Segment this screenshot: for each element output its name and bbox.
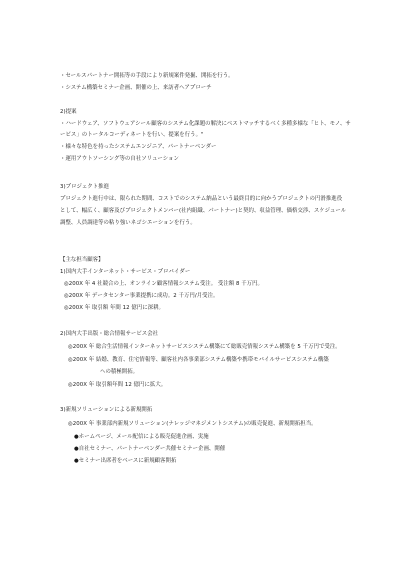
text-line: ◎200X 年 データセンター事業提携に成功。2 千万円/月受注。 xyxy=(64,293,219,299)
subsection-heading: 2)国内大手出版・総合情報サービス会社 xyxy=(60,331,159,337)
text-line: ・システム構築セミナー企画、開催の上、来訪者へアプローチ xyxy=(60,85,212,91)
text-line: ◎200X 年 取引額年間 12 億円に拡大。 xyxy=(68,382,167,388)
text-line: として、幅広く、顧客及びプロジェクトメンバー(社内組織、パートナー)と契約、収益管理、価格交渉、スケジュール xyxy=(60,208,347,214)
section-heading: 3)プロジェクト推進 xyxy=(60,184,110,190)
text-line: ◎200X 年 総合生活情報インターネットサービスシステム構築にて総販売情報システム構築を 5 千万円で受注。 xyxy=(68,344,341,350)
text-line: ・運用アウトソーシング等の自社ソリューション xyxy=(60,156,179,162)
subsection-heading: 1)国内大手インターネット・サービス・プロバイダー xyxy=(60,269,191,275)
text-line: ・セールスパートナー開拓等の手段により新規案件発掘、開拓を行う。 xyxy=(60,73,234,79)
text-line: ◎200X 年 結婚、教育、住宅情報等、顧客社内各事業部システム構築や携帯モバイルサービスシステム構築 xyxy=(68,357,329,363)
subsection-heading: 3)新規ソリューションによる新規開拓 xyxy=(60,407,153,413)
bullet-item: ●ホームページ、メール配信による販売促進企画、実施 xyxy=(74,434,209,440)
text-line: への積極開拓。 xyxy=(100,369,139,375)
text-line: ・ハードウェア、ソフトウェアシール顧客のシステム化課題の解決にベストマッチするべく多種多様な「ヒト、モノ、サ xyxy=(60,121,351,127)
text-line: 調整、人員調達等の粘り強いネゴシエーションを行う。 xyxy=(60,220,196,226)
text-line: ◎200X 年 取引額 年間 12 億円に深耕。 xyxy=(64,305,165,311)
text-line: ◎200X 年 4 社競合の上、オンライン顧客情報システム受注。 受注額 8 千万円。 xyxy=(64,281,263,287)
bullet-item: ●セミナー出席者をベースに新規顧客開拓 xyxy=(74,458,177,464)
section-heading: 2)提案 xyxy=(60,109,77,115)
section-heading: 【主な担当顧客】 xyxy=(60,257,104,263)
text-line: ービス」のトータルコーディネートを行い、提案を行う。" xyxy=(60,132,204,138)
text-line: ◎200X 年 事業部内新規ソリューション(ナレッジマネジメントシステム)の販売促進、新規開拓担当。 xyxy=(68,421,317,427)
text-line: ・様々な特色を持ったシステムエンジニア、パートナーベンダー xyxy=(60,144,217,150)
text-line: プロジェクト進行中は、限られた期間、コストでのシステム納品という最終目的に向かうプロジェクトの円滑推進役 xyxy=(60,196,343,202)
bullet-item: ●自社セミナー、パートナーベンダー共催セミナー企画、開催 xyxy=(74,446,226,452)
